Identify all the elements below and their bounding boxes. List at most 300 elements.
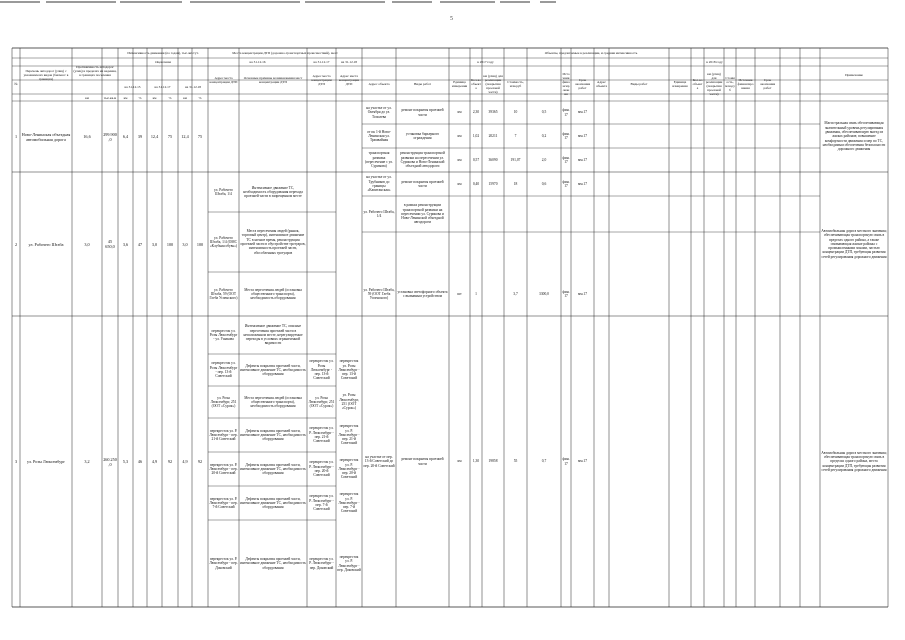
- work-period-text: мм.17: [577, 157, 588, 162]
- accident-address: [209, 452, 238, 486]
- work-source-text: фин.17: [562, 108, 570, 117]
- work-source-text: фин.17: [562, 179, 570, 188]
- work-period: [572, 148, 593, 172]
- work-cost-text: 3300,0: [539, 291, 549, 296]
- work-quantity-text: 0,40: [472, 181, 480, 186]
- work-address: [363, 172, 395, 196]
- work-period-text: мм.17: [577, 181, 588, 186]
- road-name: [21, 316, 71, 607]
- work-source: [562, 172, 570, 196]
- work-quantity-text: 1,30: [472, 459, 480, 464]
- row-note: [821, 101, 887, 172]
- work-quantity: [471, 196, 481, 232]
- header-year-unit-text: %: [138, 95, 142, 100]
- work-kind-text: ремонт покрытия проезжей части: [401, 108, 444, 117]
- scan-mark: [392, 1, 432, 3]
- work-unit: [450, 172, 469, 196]
- header-period-2018-text: Срок окончания работ: [759, 77, 776, 90]
- header-accident-address-3-text: Адрес места концентрации ДТП: [338, 74, 360, 86]
- header-intensity-text: Интенсивность движения (по годам), тыс.авт/сут.: [127, 51, 199, 55]
- accident-cause: [240, 386, 306, 418]
- work-unit: [450, 148, 469, 172]
- accident-address-2: [308, 418, 335, 452]
- intensity-value: [179, 101, 191, 172]
- work-kind-text: реконструкция транспортной развязки на пересечении ул. Сурикова и Ново-Ленинской объездной автодороги: [400, 151, 445, 169]
- accident-address: [209, 172, 238, 212]
- work-length-text: 7: [514, 133, 517, 138]
- header-year-unit-text: км: [152, 95, 157, 100]
- header-work-kind-text: Виды работ: [414, 81, 431, 86]
- row-number-text: 2: [14, 241, 18, 247]
- intensity-value: [179, 316, 191, 607]
- intensity-value: [134, 172, 146, 316]
- work-period-text: мм.17: [577, 110, 588, 115]
- work-address-text: на участке от ул. Октября до ул. Тополева: [366, 106, 392, 119]
- accident-address-3: [337, 316, 361, 354]
- accident-address-2-text: перекресток ул. Р. Люксембург - пер. 21-й Советский: [309, 426, 334, 444]
- header-year-2017-text: в 2017 году: [477, 60, 494, 64]
- road-length-km: [73, 172, 101, 316]
- header-length: [73, 48, 117, 94]
- header-area-cost: [483, 66, 503, 101]
- work-address: [363, 101, 395, 124]
- intensity-value: [148, 172, 161, 316]
- header-year-unit: [119, 94, 132, 101]
- header-number-text: №: [14, 81, 18, 86]
- work-source: [562, 316, 570, 607]
- work-cost: [528, 196, 560, 232]
- header-cost: [505, 66, 526, 101]
- header-accident-address: [209, 66, 238, 94]
- header-year-unit-text: км: [183, 95, 187, 100]
- header-source-2018-text: Источник финансирования: [737, 77, 754, 90]
- work-kind-text: установка светофорного объекта с вызывным устройством: [397, 289, 448, 298]
- header-road-name: [21, 48, 71, 101]
- work-source-text: фин.17: [562, 131, 570, 140]
- road-area: [103, 101, 117, 172]
- accident-cause: [240, 452, 306, 486]
- accident-cause-text: Места пересечения людей (остановка общественного транспорта), необходимость оборудования: [244, 287, 302, 301]
- work-length: [505, 101, 526, 124]
- work-length: [505, 196, 526, 232]
- header-length-text: Протяжённость автодорог (улиц) в пределах их ведения, в границах поселения: [73, 65, 117, 77]
- accident-address-3-text: перекресток ул. Р. Люксембург - пер. 20-й Советский: [338, 458, 360, 480]
- header-year-2-text: на 31.12.17: [154, 85, 171, 89]
- work-quantity: [471, 172, 481, 196]
- work-address: [363, 124, 395, 148]
- work-cost-text: 0,7: [541, 459, 547, 464]
- accident-address-2-text: перекресток ул. Р. Люксембург - пер. 20-й Советский: [309, 460, 334, 478]
- intensity-value-text: 75: [167, 134, 173, 139]
- accident-address-2: [308, 452, 335, 486]
- header-year-1-text: на 31.12.15: [124, 85, 141, 89]
- work-kind-text: ремонт покрытия проезжей части: [401, 179, 444, 188]
- work-quantity-text: 1: [475, 291, 477, 296]
- accident-address-2: [308, 354, 335, 386]
- accident-cause: [240, 418, 306, 452]
- work-area: [483, 272, 503, 316]
- work-cost: [528, 172, 560, 196]
- work-quantity: [471, 148, 481, 172]
- intensity-value-text: 39: [137, 134, 143, 139]
- work-length-text: 3,7: [513, 291, 518, 296]
- road-area-text: 45 650,0: [105, 239, 115, 249]
- road-length-km: [73, 316, 101, 607]
- header-period: [572, 66, 593, 101]
- work-area: [483, 101, 503, 124]
- work-period-text: мм.17: [577, 291, 588, 296]
- header-work-kind-2018-text: Виды работ: [630, 81, 648, 86]
- work-area-text: 20211: [488, 133, 498, 138]
- header-year-3-text: на 31.12.18: [184, 85, 202, 89]
- header-accident-address-2: [308, 66, 335, 94]
- accident-address-text: ул. Рабочего Штаба, 1/4: [214, 187, 233, 196]
- accident-cause-text: Дефекты покрытия проезжей части, интенсивное движение ТС, необходимость оборудования: [240, 557, 306, 570]
- row-note-text: Автомобильная дорога местного значения; обеспечивающая транспортную связь в пределах одного района, а также связывающая жилые районы с промышленными зонами, частью концентрации ДТП, требующая развития сетей регулирования дорожного движения: [821, 228, 887, 259]
- intensity-value: [148, 101, 161, 172]
- header-accident-year-1: [209, 58, 306, 66]
- intensity-value-text: 12,4: [150, 134, 159, 139]
- accident-address-text: ул. Рабочего Штаба, 1/4 (ОМС «Клубная обувь»): [209, 235, 238, 249]
- work-area-text: 15970: [488, 181, 498, 186]
- header-year-2018-text: в 2018 году: [706, 60, 723, 64]
- accident-address-text: перекресток ул. Розы Люксембург - пер. 13-й Советский: [209, 361, 238, 379]
- accident-cause: [240, 316, 306, 354]
- accident-address: [209, 520, 238, 607]
- row-note-text: Автомобильная дорога местного значения; обеспечивающая транспортную связь в пределах одного района, места концентрации ДТП, требующая развития сетей регулирования дорожного движения: [821, 450, 887, 472]
- header-object-address: [363, 66, 395, 101]
- header-object-address-text: Адрес объекта: [368, 81, 390, 86]
- accident-address-text: перекресток ул. Розы Люксембург - ул. Ушакова: [209, 328, 238, 342]
- work-address-text: от пк 1-й Ново-Ленинская ул. Трамвайная: [367, 129, 391, 143]
- work-quantity: [471, 124, 481, 148]
- accident-address-3: [337, 418, 361, 452]
- accident-address-2: [308, 386, 335, 418]
- work-quantity: [471, 101, 481, 124]
- row-number: [13, 316, 19, 607]
- header-quantity: [471, 66, 481, 101]
- road-length-km-text: 3,2: [84, 459, 90, 464]
- work-period: [572, 172, 593, 196]
- accident-address-3: [337, 386, 361, 418]
- work-period-text: мм.17: [577, 133, 588, 138]
- work-length: [505, 148, 526, 172]
- accident-address: [209, 354, 238, 386]
- work-area: [483, 124, 503, 148]
- work-length: [505, 316, 526, 607]
- road-area-text: 299.900,0: [103, 131, 117, 142]
- header-accident-year-3-text: на 31.12.18: [340, 60, 358, 64]
- header-year-unit-text: %: [168, 95, 172, 100]
- header-accident-year-1-text: на 31.12.16: [249, 60, 266, 64]
- work-address: [363, 148, 395, 172]
- work-source: [562, 196, 570, 232]
- work-address: [363, 316, 395, 607]
- header-object-address-2018: [595, 66, 608, 101]
- header-work-kind: [397, 66, 448, 101]
- header-works-text: Объекты, предлагаемые к реализации, и средняя интенсивность: [544, 51, 638, 55]
- work-period: [572, 316, 593, 607]
- intensity-value-text: 6,4: [122, 134, 129, 139]
- work-cost-text: 0,6: [541, 181, 547, 186]
- page-number: 5: [450, 16, 453, 22]
- work-address-text: ул. Рабочего Штаба, 1/4: [363, 209, 395, 218]
- road-name-text: ул. Рабочего Штаба: [28, 241, 64, 247]
- road-name-text: Ново-Ленинская объездная автомобильная дорога: [21, 131, 71, 142]
- header-accidents: [209, 48, 361, 58]
- intensity-value-text: 4,9: [151, 459, 158, 464]
- row-number-text: 3: [14, 459, 18, 464]
- work-period: [572, 272, 593, 316]
- intensity-value-text: 4,9: [182, 459, 188, 464]
- work-area-text: 39365: [488, 110, 498, 115]
- intensity-value: [163, 316, 177, 607]
- header-year-3: [179, 80, 207, 94]
- intensity-value: [119, 172, 132, 316]
- accident-cause: [240, 212, 306, 272]
- accident-address-2-text: перекресток ул. Р. Люксембург - пер. 7-й Советский: [309, 494, 334, 512]
- row-note-text: Магистральная связь обеспечивающая значительный уровень регулирования движения, обеспечивающую выезд из жилых районов; повышение комфортности движения и мер по ТС, необходимым обеспечения безопасности дорожного движения: [822, 121, 886, 152]
- work-period: [572, 124, 593, 148]
- work-length-text: 10: [513, 110, 518, 115]
- work-kind: [397, 172, 448, 196]
- header-unit: [450, 66, 469, 101]
- header-works: [363, 48, 819, 58]
- accident-cause-text: Дефекты покрытия проезжей части, интенсивное движение ТС, необходимость оборудования: [240, 363, 306, 377]
- accident-address-3-text: ул. Розы Люксембург, 251 (ООТ «Сурок»): [339, 393, 359, 411]
- work-length-text: 55: [513, 459, 518, 464]
- header-year-unit-text: км: [123, 95, 128, 100]
- work-unit-text: км: [457, 133, 462, 138]
- intensity-value: [134, 316, 146, 607]
- accident-address-3-text: перекресток ул. Р. Люксембург - пер. Доковский: [337, 554, 361, 572]
- work-period: [572, 196, 593, 232]
- accident-address-text: перекресток ул. Р. Люксембург - пер. 20-й Советский: [209, 462, 238, 476]
- header-cost-text: Стоимость, млн.руб: [507, 79, 524, 88]
- accident-address-3: [337, 354, 361, 386]
- work-source: [562, 101, 570, 124]
- accident-cause: [240, 172, 306, 212]
- work-kind: [397, 272, 448, 316]
- work-unit: [450, 316, 469, 607]
- header-object-address-2018-text: Адрес объекта: [595, 79, 608, 88]
- work-cost: [528, 316, 560, 607]
- scan-mark: [46, 1, 116, 3]
- header-accidents-text: Места концентрации ДТП (дорожно-транспортных происшествий), мест: [232, 51, 338, 55]
- header-source-text: Источник финансирования: [562, 71, 570, 96]
- work-cost-text: 2,0: [541, 157, 547, 162]
- scan-mark: [190, 1, 300, 3]
- accident-address-2: [308, 520, 335, 607]
- accident-cause-text: Дефекты покрытия проезжей части, интенсивное движение ТС, необходимость оборудования: [240, 428, 306, 442]
- header-accident-cause-text: Основные причины возникновения мест концентрации ДТП: [243, 76, 303, 84]
- work-address-text: на участке от пер. 13-й Советский до пер. 20-й Советский: [363, 455, 395, 468]
- accident-address: [209, 386, 238, 418]
- accident-cause-text: Дефекты покрытия проезжей части, интенсивное движение ТС, необходимость оборудования: [240, 496, 306, 510]
- accident-cause: [240, 354, 306, 386]
- work-area: [483, 172, 503, 196]
- work-period-text: мм.17: [577, 459, 588, 464]
- work-length: [505, 172, 526, 196]
- accident-address-2-text: перекресток ул. Р. Люксембург - пер. Доковский: [309, 557, 334, 570]
- work-source-text: фин.17: [562, 155, 570, 164]
- work-cost-text: 0,2: [541, 133, 547, 138]
- header-source-2018: [737, 66, 754, 101]
- intensity-value-text: 47: [137, 241, 143, 247]
- row-number: [13, 172, 19, 316]
- accident-address: [209, 418, 238, 452]
- work-address-text: на участке от ул. Трубников до границы «Капитанская»: [366, 175, 392, 193]
- work-kind: [397, 196, 448, 232]
- intensity-value-text: 92: [197, 459, 203, 464]
- work-source: [562, 148, 570, 172]
- scan-edge-marks: [0, 0, 905, 6]
- header-accident-year-3: [337, 58, 361, 66]
- header-area-cost-text: км (улиц) для реализации (покрытия проезжей части): [483, 73, 503, 94]
- work-kind-text: ремонт покрытия проезжей части: [401, 457, 444, 466]
- accident-address: [209, 486, 238, 520]
- header-road-name-text: Перечень автодорог (улиц) с указанием их видов (биомасс в границах): [23, 68, 69, 81]
- accident-address-text: перекресток ул. Р. Люксембург - пер. 21-й Советский: [209, 428, 238, 442]
- accident-cause-text: Места пересечения людей (рынок, торговый центр), интенсивное движение ТС в ночное время, реконструкция проезжей части в обустройстве тротуаров, интенсивность проезжей части, обособленных тротуаров: [240, 229, 306, 255]
- road-name: [21, 172, 71, 316]
- accident-address-2-text: перекресток ул. Розы Люксембург - пер. 13-й Советский: [309, 359, 334, 381]
- header-accident-year-2: [308, 58, 335, 66]
- work-unit: [450, 272, 469, 316]
- header-area: [103, 94, 117, 101]
- work-area: [483, 316, 503, 607]
- work-unit: [450, 196, 469, 232]
- work-source-text: фин.17: [562, 457, 570, 466]
- header-year-unit: [148, 94, 161, 101]
- work-unit-text: км: [457, 459, 462, 464]
- work-cost: [528, 124, 560, 148]
- work-area-text: 36090: [488, 157, 498, 162]
- work-address: [363, 272, 395, 316]
- header-year-unit: [179, 94, 191, 101]
- scan-mark: [305, 1, 385, 3]
- row-note: [821, 316, 887, 607]
- work-length-text: 191,07: [510, 157, 521, 162]
- header-year-unit: [134, 94, 146, 101]
- header-accident-address-text: Адрес места концентрации ДТП: [209, 76, 238, 84]
- road-length-km-text: 3,0: [84, 241, 90, 247]
- intensity-value: [163, 172, 177, 316]
- accident-address-2: [308, 316, 335, 354]
- accident-address-3: [337, 452, 361, 486]
- accident-address-2-text: ул. Розы Люксембург, 251 (ООТ «Сурок»): [308, 395, 335, 409]
- intensity-value-text: 75: [197, 134, 203, 139]
- accident-cause: [240, 272, 306, 316]
- work-period: [572, 101, 593, 124]
- work-kind: [397, 124, 448, 148]
- header-number: [13, 66, 19, 101]
- row-number: [13, 101, 19, 172]
- intensity-value-text: 100: [166, 241, 174, 247]
- header-area-cost-2018-text: км (улиц) для реализации (покрытия проезжей части): [705, 71, 723, 96]
- scan-mark: [500, 1, 530, 3]
- intensity-value-text: 5,3: [122, 459, 129, 464]
- intensity-value-text: 3,6: [122, 241, 129, 247]
- header-area-text: тыс.кв.м: [103, 95, 117, 100]
- work-unit-text: км: [457, 181, 462, 186]
- intensity-value: [193, 172, 207, 316]
- row-number-text: 1: [14, 134, 18, 139]
- header-accident-address-3: [337, 66, 361, 94]
- work-quantity: [471, 272, 481, 316]
- header-quantity-2018-text: Кол-во объекта: [692, 77, 703, 90]
- header-quantity-text: Кол-во объекта: [471, 77, 481, 90]
- header-year-2018: [610, 58, 819, 66]
- header-year-1: [119, 80, 146, 94]
- intensity-value: [193, 101, 207, 172]
- header-note-text: Примечание: [845, 72, 863, 77]
- header-unit-2018-text: Единица измерения: [672, 79, 688, 88]
- scan-mark: [0, 1, 40, 3]
- road-area: [103, 172, 117, 316]
- intensity-value: [119, 101, 132, 172]
- scan-mark: [120, 1, 182, 3]
- row-note: [821, 172, 887, 316]
- header-quantity-2018: [692, 66, 703, 101]
- intensity-value: [148, 316, 161, 607]
- road-length-km: [73, 101, 101, 172]
- work-length: [505, 272, 526, 316]
- header-unit-text: Единица измерения: [451, 79, 468, 88]
- work-source: [562, 272, 570, 316]
- accident-address-text: перекресток ул. Р. Люксембург - пер. Доковский: [209, 557, 238, 570]
- road-name-text: ул. Розы Люксембург: [26, 459, 66, 464]
- work-unit-text: км: [457, 110, 462, 115]
- road-area-text: 260.250,0: [103, 456, 117, 467]
- accident-cause-text: Интенсивное движение ТС, опасные пересечения проезжей части в неположенном месте, нерегулируемые переходы в условиях ограниченной видимости: [243, 324, 303, 346]
- intensity-value: [193, 316, 207, 607]
- accident-address-3: [337, 486, 361, 520]
- accident-address-text: ул. Розы Люксембург, 251 (ООТ «Сурок»): [210, 395, 237, 409]
- header-year-2: [148, 80, 177, 94]
- header-year-unit: [193, 94, 207, 101]
- work-kind: [397, 148, 448, 172]
- intensity-value: [134, 101, 146, 172]
- work-address-text: ул. Рабочего Штаба, 59 (ООТ Глеба Успенского): [363, 287, 395, 301]
- header-unit-2018: [670, 66, 690, 101]
- accident-cause-text: Интенсивное движение ТС, необходимость оборудования перехода проезжей части в запрещенном месте: [243, 185, 303, 199]
- scan-mark: [540, 1, 556, 3]
- header-year-2017: [363, 58, 608, 66]
- work-kind: [397, 101, 448, 124]
- scan-mark: [440, 1, 495, 3]
- accident-cause: [240, 520, 306, 607]
- header-intensity-sub-text: Оценочная: [155, 60, 171, 64]
- intensity-value-text: 100: [196, 241, 204, 247]
- header-accident-cause: [240, 66, 306, 94]
- work-length-text: 18: [513, 181, 518, 186]
- work-quantity-text: 2,30: [472, 110, 480, 115]
- header-year-unit-text: %: [198, 95, 202, 100]
- road-name: [21, 101, 71, 172]
- header-cost-2018-text: Стоимость, млн.руб: [725, 75, 735, 92]
- header-source: [562, 66, 570, 101]
- header-year-unit: [163, 94, 177, 101]
- intensity-value-text: 46: [137, 459, 143, 464]
- road-area: [103, 316, 117, 607]
- header-intensity: [119, 48, 207, 58]
- accident-address: [209, 212, 238, 272]
- intensity-value-text: 3,0: [151, 241, 158, 247]
- accident-cause-text: Места пересечения людей (остановка общественного транспорта), необходимость оборудования: [244, 395, 302, 409]
- accident-address: [209, 316, 238, 354]
- work-unit-text: шт: [457, 291, 462, 296]
